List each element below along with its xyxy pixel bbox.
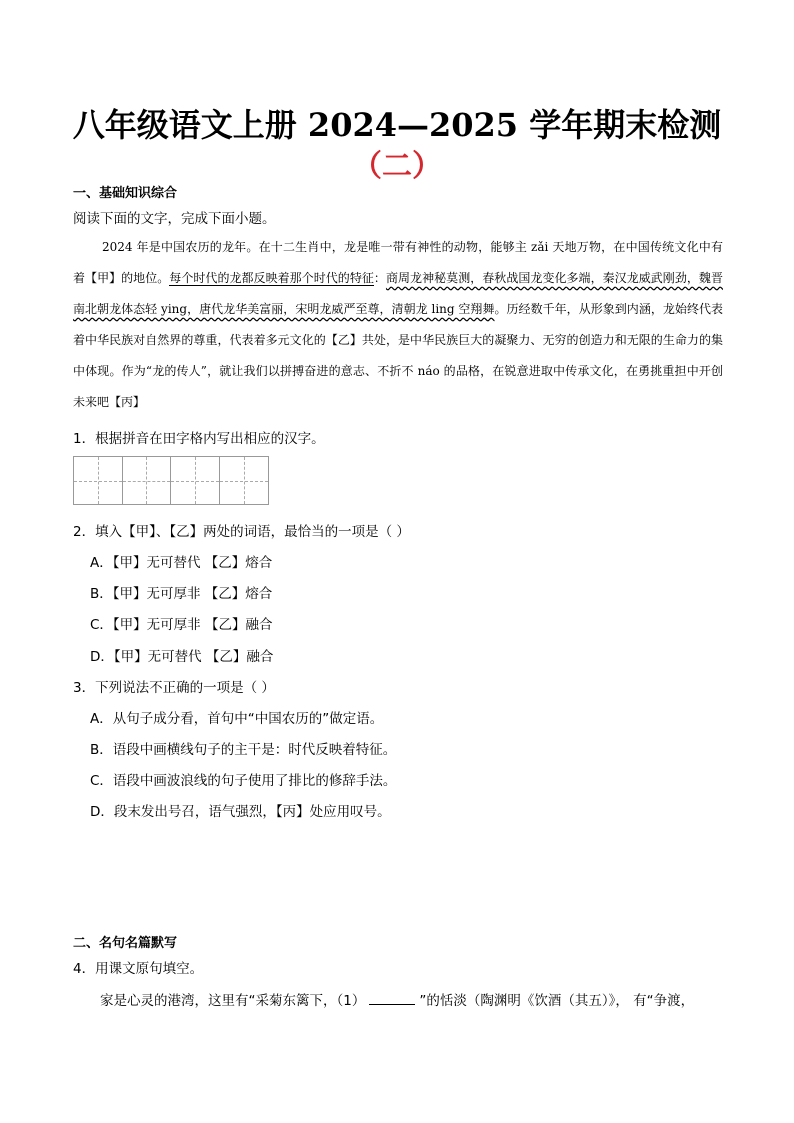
tianzige-cell[interactable] [74,457,123,504]
passage-paragraph [73,232,723,418]
q2-option-d[interactable]: D．【甲】无可替代 【乙】融合 [90,649,274,665]
reading-instruction: 阅读下面的文字，完成下面小题。 [73,211,276,227]
wavy-underlined-sentence: 商周龙神秘莫测，春秋战国龙变化多端，秦汉龙威武刚劲，魏晋南北朝龙体态轻 ying，唐代龙华美富丽，宋明龙威严至尊，清朝龙 ling 空翔舞 [73,271,723,316]
section-heading-recitation: 二、名句名篇默写 [73,936,178,951]
q2-option-c[interactable]: C．【甲】无可厚非 【乙】融合 [90,617,273,633]
question-4-fill-line [100,989,694,1009]
q3-option-d[interactable]: D．段末发出号召，语气强烈，【丙】处应用叹号。 [90,804,391,820]
q4-text-before: 家是心灵的港湾，这里有“采菊东篱下，（1） [100,993,366,1009]
q4-text-after: ”的恬淡（陶渊明《饮酒（其五）》， 有“争渡， [419,993,695,1009]
q3-option-a[interactable]: A．从句子成分看，首句中“中国农历的”做定语。 [90,711,384,727]
underlined-sentence: 每个时代的龙都反映着那个时代的特征 [169,271,374,285]
page-title: 八年级语文上册 2024—2025 学年期末检测 [72,106,722,144]
fill-blank-1[interactable] [369,991,415,1006]
tianzige-cell[interactable] [171,457,220,504]
tianzige-cell[interactable] [123,457,172,504]
question-1: 1．根据拼音在田字格内写出相应的汉字。 [73,431,325,447]
passage-text-rest: 。历经数千年，从形象到内涵，龙始终代表着中华民族对自然界的尊重，代表着多元文化的【乙】共处，是中华民族巨大的凝聚力、无穷的创造力和无限的生命力的集中体现。作为“龙的传人”，就让我们以拼搏奋进的意志、不折不 náo 的品格，在锐意进取中传承文化，在勇挑重担中开创未来吧【丙】 [73,302,723,409]
reading-passage [73,232,723,418]
tianzige-cell[interactable] [220,457,269,504]
tianzige-grid[interactable] [73,456,269,505]
section-heading-basics: 一、基础知识综合 [73,186,178,201]
question-4: 4．用课文原句填空。 [73,961,204,977]
page-subtitle: （二） [352,149,442,184]
q2-option-a[interactable]: A．【甲】无可替代 【乙】熔合 [90,555,273,571]
passage-text-intro: 2024 年是中国农历的龙年。在十二生肖中，龙是唯一带有神性的动物，能够主 zǎi 天地万物，在中国传统文化中有着【甲】的地位。 [73,240,723,285]
question-3: 3．下列说法不正确的一项是（ ） [73,680,275,696]
q3-option-b[interactable]: B．语段中画横线句子的主干是：时代反映着特征。 [90,742,397,758]
passage-colon: ： [373,271,386,285]
question-2: 2．填入【甲】、【乙】两处的词语，最恰当的一项是（ ） [73,524,410,540]
q2-option-b[interactable]: B．【甲】无可厚非 【乙】熔合 [90,586,273,602]
q3-option-c[interactable]: C．语段中画波浪线的句子使用了排比的修辞手法。 [90,773,397,789]
